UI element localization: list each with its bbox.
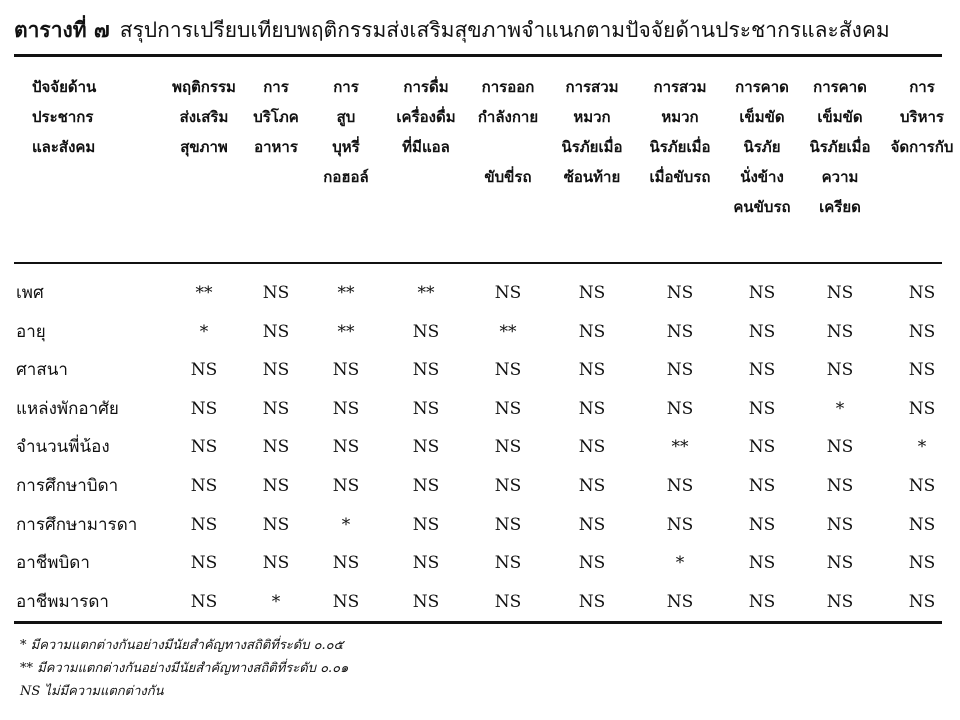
table-cell: NS (908, 592, 936, 612)
column-header-line: จัดการกับ (890, 138, 954, 156)
table-cell: NS (412, 360, 440, 380)
table-cell: NS (494, 592, 522, 612)
table-cell: NS (748, 592, 776, 612)
column-header-3 (308, 72, 384, 192)
column-header-8 (718, 72, 806, 222)
column-header-line: ซ้อนท้าย (563, 168, 621, 186)
table-cell: NS (826, 515, 854, 535)
table-cell: * (675, 553, 685, 573)
table-cell: NS (190, 476, 218, 496)
table-cell: ** (337, 322, 355, 342)
column-header-line: นิรภัยเมื่อ (649, 138, 711, 156)
table-cell: ** (671, 437, 689, 457)
table-caption: สรุปการเปรียบเทียบพฤติกรรมส่งเสริมสุขภาพจำแนกตามปัจจัยด้านประชากรและสังคม (119, 18, 890, 42)
column-header-4 (384, 72, 468, 162)
column-header-line: นั่งข้าง (740, 168, 784, 186)
table-cell: NS (666, 283, 694, 303)
column-header-line: ประชากร (32, 108, 94, 126)
column-header-line: การ (333, 78, 359, 96)
column-header-line: หมวก (661, 108, 699, 126)
table-cell: NS (578, 553, 606, 573)
table-cell: NS (332, 437, 360, 457)
table-cell: NS (748, 283, 776, 303)
table-cell: NS (494, 360, 522, 380)
column-header-line: เมื่อขับรถ (649, 168, 711, 186)
table-cell: NS (578, 515, 606, 535)
column-header-line: สูบ (336, 108, 356, 126)
table-cell: ** (417, 283, 435, 303)
table-cell: NS (412, 437, 440, 457)
column-header-7 (636, 72, 724, 192)
column-header-1 (160, 72, 248, 162)
table-cell: NS (190, 553, 218, 573)
table-cell: NS (332, 592, 360, 612)
row-label: อาชีพบิดา (16, 553, 90, 573)
column-header-line (468, 132, 548, 162)
column-header-line: การคาด (735, 78, 789, 96)
table-cell: NS (578, 399, 606, 419)
table-cell: NS (190, 592, 218, 612)
row-label: การศึกษามารดา (16, 515, 138, 535)
note-not-significant: NS ไม่มีความแตกต่างกัน (20, 684, 164, 699)
table-cell: NS (908, 399, 936, 419)
table-cell: NS (332, 553, 360, 573)
table-cell: NS (748, 553, 776, 573)
table-cell: NS (412, 322, 440, 342)
note-significance-05: * มีความแตกต่างกันอย่างมีนัยสำคัญทางสถิติที่ระดับ ๐.๐๕ (20, 638, 344, 653)
table-cell: NS (494, 476, 522, 496)
table-cell: NS (412, 553, 440, 573)
row-label: ศาสนา (16, 360, 68, 380)
column-header-line: บริโภค (253, 108, 299, 126)
table-cell: NS (190, 515, 218, 535)
table-row (0, 276, 960, 310)
table-row (0, 392, 960, 426)
table-cell: * (835, 399, 845, 419)
table-cell: NS (332, 399, 360, 419)
table-cell: NS (494, 399, 522, 419)
column-header-line: กอฮอล์ (323, 168, 369, 186)
table-row (0, 430, 960, 464)
table-cell: NS (578, 437, 606, 457)
table-cell: NS (332, 476, 360, 496)
table-cell: NS (494, 283, 522, 303)
table-cell: NS (666, 399, 694, 419)
table-cell: NS (578, 592, 606, 612)
row-label: อาชีพมารดา (16, 592, 109, 612)
table-cell: NS (412, 592, 440, 612)
column-header-6 (548, 72, 636, 192)
table-cell: NS (826, 553, 854, 573)
table-cell: NS (826, 360, 854, 380)
table-cell: NS (908, 283, 936, 303)
table-cell: NS (190, 437, 218, 457)
table-cell: NS (908, 360, 936, 380)
table-cell: NS (332, 360, 360, 380)
table-cell: NS (826, 322, 854, 342)
table-row (0, 353, 960, 387)
row-label: จำนวนพี่น้อง (16, 437, 110, 457)
column-header-line: ปัจจัยด้าน (32, 78, 97, 96)
table-cell: NS (578, 322, 606, 342)
table-cell: NS (262, 515, 290, 535)
column-header-line: นิรภัยเมื่อ (809, 138, 871, 156)
column-header-line: ที่มีแอล (402, 138, 450, 156)
table-cell: NS (748, 360, 776, 380)
table-cell: NS (494, 437, 522, 457)
table-cell: NS (412, 399, 440, 419)
column-header-line: กำลังกาย (477, 108, 539, 126)
column-header-line: การ (263, 78, 289, 96)
table-cell: NS (826, 476, 854, 496)
table-cell: NS (262, 399, 290, 419)
table-cell: NS (494, 515, 522, 535)
table-cell: NS (908, 515, 936, 535)
column-header-2 (240, 72, 312, 162)
table-cell: NS (826, 437, 854, 457)
column-header-line: นิรภัย (743, 138, 781, 156)
table-cell: NS (826, 592, 854, 612)
table-cell: NS (190, 360, 218, 380)
column-header-line: การสวม (565, 78, 619, 96)
table-cell: NS (908, 476, 936, 496)
table-cell: NS (748, 437, 776, 457)
table-cell: ** (499, 322, 517, 342)
column-header-5 (468, 72, 548, 192)
table-cell: NS (666, 515, 694, 535)
column-header-line: ส่งเสริม (179, 108, 229, 126)
column-header-line: เครียด (819, 198, 861, 216)
table-cell: NS (262, 283, 290, 303)
table-cell: ** (337, 283, 355, 303)
table-cell: NS (578, 360, 606, 380)
table-row (0, 585, 960, 619)
table-cell: ** (195, 283, 213, 303)
column-header-line: หมวก (573, 108, 611, 126)
column-header-line: และสังคม (32, 138, 96, 156)
table-cell: NS (748, 476, 776, 496)
column-header-line: เครื่องดื่ม (396, 108, 456, 126)
top-rule (14, 54, 942, 57)
column-header-line: การดื่ม (403, 78, 449, 96)
table-cell: * (271, 592, 281, 612)
table-cell: NS (190, 399, 218, 419)
table-cell: NS (412, 476, 440, 496)
column-header-line: เข็มขัด (739, 108, 785, 126)
row-label: อายุ (16, 322, 46, 342)
table-cell: * (917, 437, 927, 457)
header-rule (14, 262, 942, 264)
bottom-rule (14, 621, 942, 624)
note-significance-01: ** มีความแตกต่างกันอย่างมีนัยสำคัญทางสถิติที่ระดับ ๐.๐๑ (20, 661, 349, 676)
table-cell: * (341, 515, 351, 535)
table-cell: NS (262, 322, 290, 342)
table-row (0, 508, 960, 542)
table-cell: NS (666, 592, 694, 612)
row-label: แหล่งพักอาศัย (16, 399, 119, 419)
column-header-line: คนขับรถ (733, 198, 791, 216)
table-cell: NS (262, 360, 290, 380)
column-header-line: บริหาร (900, 108, 944, 126)
table-cell: NS (826, 283, 854, 303)
column-header-line: สุขภาพ (180, 138, 228, 156)
table-cell: NS (908, 553, 936, 573)
table-cell: NS (748, 399, 776, 419)
table-cell: NS (412, 515, 440, 535)
row-label: เพศ (16, 283, 44, 303)
table-cell: * (199, 322, 209, 342)
table-notes (20, 634, 348, 703)
table-cell: NS (262, 437, 290, 457)
column-header-line: การสวม (653, 78, 707, 96)
column-header-line: การ (909, 78, 935, 96)
table-cell: NS (262, 553, 290, 573)
table-cell: NS (578, 283, 606, 303)
table-row (0, 315, 960, 349)
table-cell: NS (262, 476, 290, 496)
table-cell: NS (666, 476, 694, 496)
table-cell: NS (578, 476, 606, 496)
table-cell: NS (748, 322, 776, 342)
table-cell: NS (666, 322, 694, 342)
table-row (0, 546, 960, 580)
column-header-line: ขับขี่รถ (484, 168, 532, 186)
table-cell: NS (666, 360, 694, 380)
column-header-9 (800, 72, 880, 222)
column-header-line: พฤติกรรม (172, 78, 236, 96)
column-header-10 (880, 72, 960, 162)
table-number: ตารางที่ ๗ (14, 17, 110, 42)
column-header-line: การออก (481, 78, 535, 96)
table-cell: NS (908, 322, 936, 342)
table-title (14, 14, 890, 47)
column-header-line: บุหรี่ (332, 138, 360, 156)
column-header-line: ความ (821, 168, 859, 186)
column-header-line: การคาด (813, 78, 867, 96)
column-header-0 (32, 72, 172, 162)
row-label: การศึกษาบิดา (16, 476, 119, 496)
table-cell: NS (748, 515, 776, 535)
table-row (0, 469, 960, 503)
column-header-line: นิรภัยเมื่อ (561, 138, 623, 156)
column-header-line: อาหาร (254, 138, 298, 156)
table-cell: NS (494, 553, 522, 573)
column-header-line: เข็มขัด (817, 108, 863, 126)
